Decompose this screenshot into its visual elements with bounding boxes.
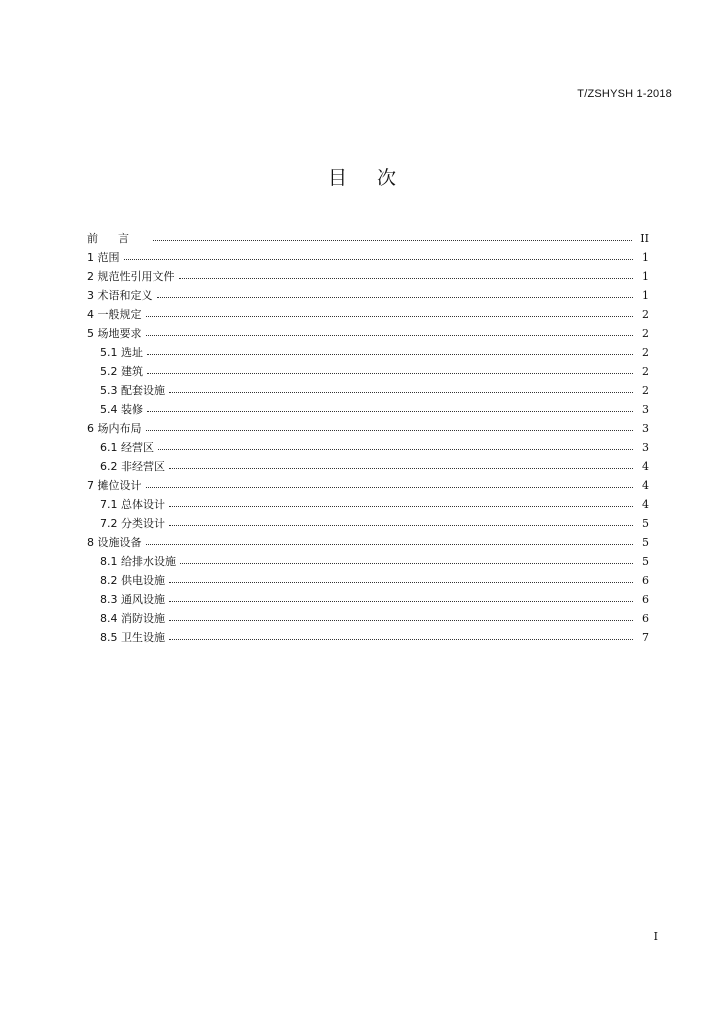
toc-leader-dots — [146, 430, 634, 431]
toc-entry[interactable] — [87, 552, 649, 571]
page-number: I — [653, 930, 658, 943]
toc-entry[interactable] — [87, 419, 649, 438]
toc-leader-dots — [169, 392, 633, 393]
toc-entry[interactable] — [87, 590, 649, 609]
toc-entry-page: 4 — [642, 498, 649, 511]
toc-leader-dots — [158, 449, 633, 450]
toc-leader-dots — [147, 373, 633, 374]
toc-entry[interactable] — [87, 400, 649, 419]
toc-entry-label: 5.3 配套设施 — [100, 384, 165, 397]
toc-entry[interactable] — [87, 229, 649, 248]
toc-entry-label: 7 摊位设计 — [87, 479, 142, 492]
toc-entry[interactable] — [87, 476, 649, 495]
toc-entry-label: 6.1 经营区 — [100, 441, 154, 454]
toc-entry-page: 3 — [642, 441, 649, 454]
toc-leader-dots — [153, 240, 632, 241]
document-code: T/ZSHYSH 1-2018 — [577, 88, 672, 100]
toc-entry-page: 3 — [642, 403, 649, 416]
toc-entry[interactable] — [87, 267, 649, 286]
toc-entry[interactable] — [87, 248, 649, 267]
toc-leader-dots — [169, 601, 633, 602]
toc-entry-label: 8.5 卫生设施 — [100, 631, 165, 644]
toc-entry-label: 7.2 分类设计 — [100, 517, 165, 530]
toc-entry[interactable] — [87, 324, 649, 343]
toc-entry-label: 8.1 给排水设施 — [100, 555, 176, 568]
toc-entry[interactable] — [87, 362, 649, 381]
toc-leader-dots — [146, 487, 634, 488]
toc-leader-dots — [169, 639, 633, 640]
toc-entry-page: 4 — [642, 460, 649, 473]
toc-entry-label: 8.4 消防设施 — [100, 612, 165, 625]
toc-entry[interactable] — [87, 514, 649, 533]
toc-entry-label: 1 范围 — [87, 251, 120, 264]
toc-entry[interactable] — [87, 343, 649, 362]
toc-leader-dots — [157, 297, 634, 298]
toc-entry-label: 5 场地要求 — [87, 327, 142, 340]
toc-leader-dots — [169, 468, 633, 469]
toc-leader-dots — [147, 411, 633, 412]
toc-entry-page: 6 — [642, 574, 649, 587]
toc-entry-page: 2 — [642, 308, 649, 321]
table-of-contents — [87, 229, 649, 647]
toc-leader-dots — [147, 354, 633, 355]
toc-entry[interactable] — [87, 438, 649, 457]
toc-entry[interactable] — [87, 381, 649, 400]
toc-leader-dots — [124, 259, 634, 260]
toc-entry-label: 3 术语和定义 — [87, 289, 153, 302]
toc-entry-page: 6 — [642, 612, 649, 625]
toc-leader-dots — [169, 620, 633, 621]
toc-entry-label: 8 设施设备 — [87, 536, 142, 549]
toc-entry-page: 7 — [642, 631, 649, 644]
toc-entry[interactable] — [87, 286, 649, 305]
toc-entry-label: 2 规范性引用文件 — [87, 270, 175, 283]
toc-entry-page: 5 — [642, 517, 649, 530]
toc-leader-dots — [169, 582, 633, 583]
toc-entry-label: 7.1 总体设计 — [100, 498, 165, 511]
toc-entry-page: 5 — [642, 536, 649, 549]
toc-entry-page: 2 — [642, 327, 649, 340]
toc-entry-page: 1 — [642, 270, 649, 283]
toc-leader-dots — [146, 335, 634, 336]
toc-entry-page: 4 — [642, 479, 649, 492]
toc-leader-dots — [179, 278, 634, 279]
toc-entry-page: 2 — [642, 346, 649, 359]
toc-entry-label: 5.2 建筑 — [100, 365, 143, 378]
toc-entry-page: 5 — [642, 555, 649, 568]
toc-entry-label: 前言 — [87, 232, 149, 245]
toc-entry-label: 5.1 选址 — [100, 346, 143, 359]
toc-entry-label: 6.2 非经营区 — [100, 460, 165, 473]
toc-leader-dots — [146, 316, 634, 317]
toc-entry[interactable] — [87, 457, 649, 476]
toc-entry-label: 6 场内布局 — [87, 422, 142, 435]
toc-entry-page: II — [640, 232, 649, 245]
toc-leader-dots — [169, 525, 633, 526]
toc-entry[interactable] — [87, 609, 649, 628]
toc-entry-label: 8.2 供电设施 — [100, 574, 165, 587]
toc-entry-page: 2 — [642, 384, 649, 397]
toc-entry-page: 2 — [642, 365, 649, 378]
toc-entry[interactable] — [87, 533, 649, 552]
toc-entry-page: 6 — [642, 593, 649, 606]
toc-entry-label: 5.4 装修 — [100, 403, 143, 416]
toc-entry[interactable] — [87, 571, 649, 590]
page-title: 目次 — [327, 167, 426, 189]
toc-entry[interactable] — [87, 628, 649, 647]
toc-leader-dots — [146, 544, 634, 545]
toc-entry-page: 3 — [642, 422, 649, 435]
toc-leader-dots — [180, 563, 633, 564]
toc-entry[interactable] — [87, 495, 649, 514]
toc-entry-page: 1 — [642, 251, 649, 264]
toc-entry[interactable] — [87, 305, 649, 324]
toc-entry-page: 1 — [642, 289, 649, 302]
toc-entry-label: 4 一般规定 — [87, 308, 142, 321]
toc-leader-dots — [169, 506, 633, 507]
toc-entry-label: 8.3 通风设施 — [100, 593, 165, 606]
